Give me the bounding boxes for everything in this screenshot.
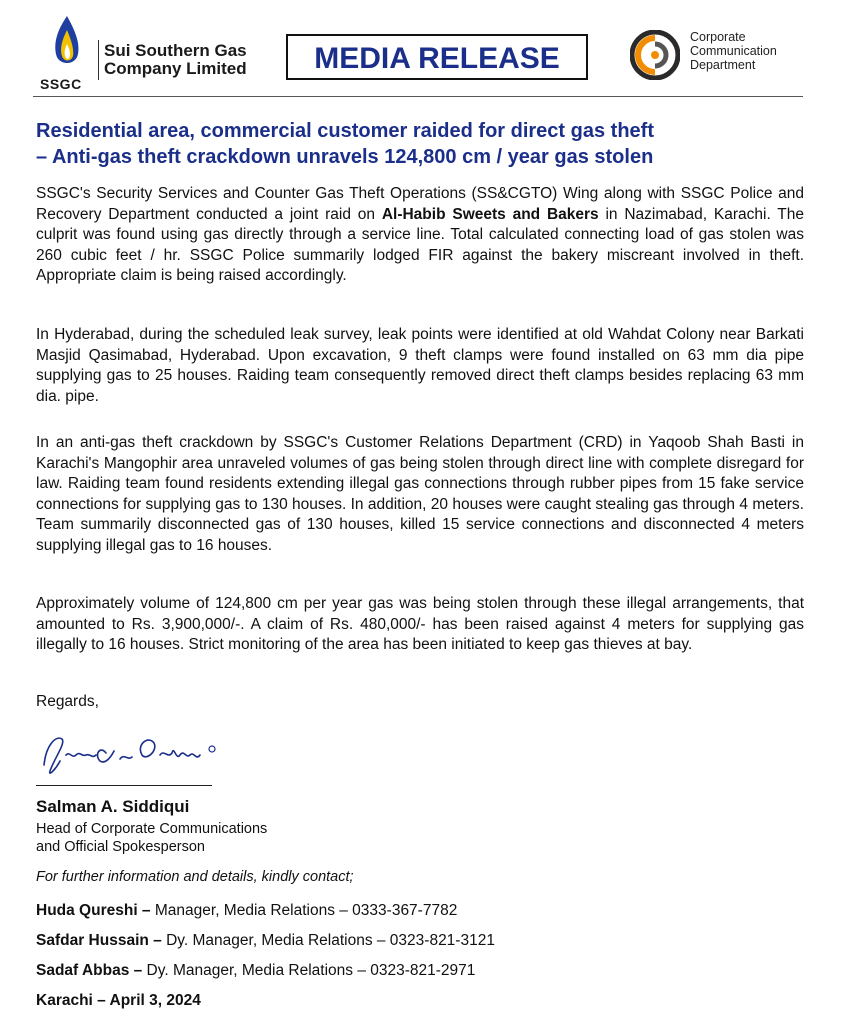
- ccd-logo-icon: [630, 30, 680, 80]
- signer-title: [36, 820, 267, 856]
- letterhead: [0, 0, 857, 100]
- header-rule: [33, 96, 803, 97]
- company-name: [104, 42, 247, 78]
- contact-detail: Manager, Media Relations – 0333-367-7782: [150, 902, 458, 919]
- signer-title-line2: and Official Spokesperson: [36, 839, 206, 855]
- headline-line2: – Anti-gas theft crackdown unravels 124,800 cm / year gas stolen: [36, 146, 654, 168]
- media-release-box: [286, 34, 588, 80]
- contact-detail: Dy. Manager, Media Relations – 0323-821-3121: [161, 932, 495, 949]
- paragraph-4: Approximately volume of 124,800 cm per year gas was being stolen through these illegal arrangements, that amounted to Rs. 3,900,000/-. A claim of Rs. 480,000/- has been raised against 4 meters for supplying gas illegally to 16 houses. Strict monitoring of the area has been initiated to keep gas thieves at bay.: [36, 595, 804, 653]
- flame-icon: [52, 14, 82, 74]
- headline-line1: Residential area, commercial customer raided for direct gas theft: [36, 120, 654, 142]
- department-line2: Communication: [690, 44, 777, 58]
- contact-name: Safdar Hussain –: [36, 932, 162, 949]
- ssgc-logo: [36, 14, 96, 92]
- signer-title-line1: Head of Corporate Communications: [36, 821, 268, 837]
- signature-line: [36, 785, 212, 786]
- contact-line: [36, 932, 495, 950]
- company-name-line1: Sui Southern Gas: [104, 41, 247, 60]
- signer-name: Salman A. Siddiqui: [36, 797, 190, 816]
- contact-name: Sadaf Abbas –: [36, 962, 143, 979]
- media-release-label: MEDIA RELEASE: [314, 42, 560, 75]
- paragraph-1-bold: Al-Habib Sweets and Bakers: [381, 205, 599, 223]
- paragraph-3: In an anti-gas theft crackdown by SSGC's Customer Relations Department (CRD) in Yaqoob Shah Basti in Karachi's Mangophir area unraveled volumes of gas being stolen through direct line with complete disregard for law. Raiding team found residents extending illegal gas connections through rubber pipes from 15 fake service connections for supplying gas to 130 houses. In addition, 20 houses were caught stealing gas through 4 meters. Team summarily disconnected gas of 130 houses, killed 15 service connections and disconnected 4 meters supplying illegal gas to 16 houses.: [36, 434, 804, 554]
- paragraph-1-text-b: in Nazimabad, Karachi. The culprit was found using gas directly through a service line. Total calculated connecting load of gas stolen was 260 cubic feet / hr. SSGC Police summarily lodged FIR against the bakery miscreant involved in theft. Appropriate claim is being raised accordingly.: [36, 205, 804, 284]
- contact-line: [36, 962, 475, 980]
- company-name-line2: Company Limited: [104, 59, 247, 78]
- contact-detail: Dy. Manager, Media Relations – 0323-821-2971: [142, 962, 476, 979]
- contact-name: Huda Qureshi –: [36, 902, 151, 919]
- regards: Regards,: [36, 693, 99, 710]
- department-name: [690, 30, 777, 72]
- logo-divider: [98, 40, 99, 80]
- paragraph-1: [36, 184, 804, 287]
- headline: [36, 118, 806, 170]
- department-line1: Corporate: [690, 30, 746, 44]
- paragraph-2: In Hyderabad, during the scheduled leak survey, leak points were identified at old Wahdat Colony near Barkati Masjid Qasimabad, Hyderabad. Upon excavation, 9 theft clamps were found installed on 63 mm dia pipe supplying gas to 25 houses. Raiding team consequently removed direct theft clamps besides replacing 63 mm dia. pipe.: [36, 326, 804, 405]
- contact-line: [36, 902, 457, 920]
- paragraph-1-text-a: SSGC's Security Services and Counter Gas Theft Operations (SS&CGTO) Wing along with SSGC Police and Recovery Department conducted a joint raid on: [36, 185, 804, 223]
- further-info: For further information and details, kindly contact;: [36, 869, 354, 885]
- department-line3: Department: [690, 58, 756, 72]
- signature-image: [36, 725, 226, 783]
- ssgc-abbr: SSGC: [40, 76, 82, 92]
- dateline: Karachi – April 3, 2024: [36, 992, 201, 1009]
